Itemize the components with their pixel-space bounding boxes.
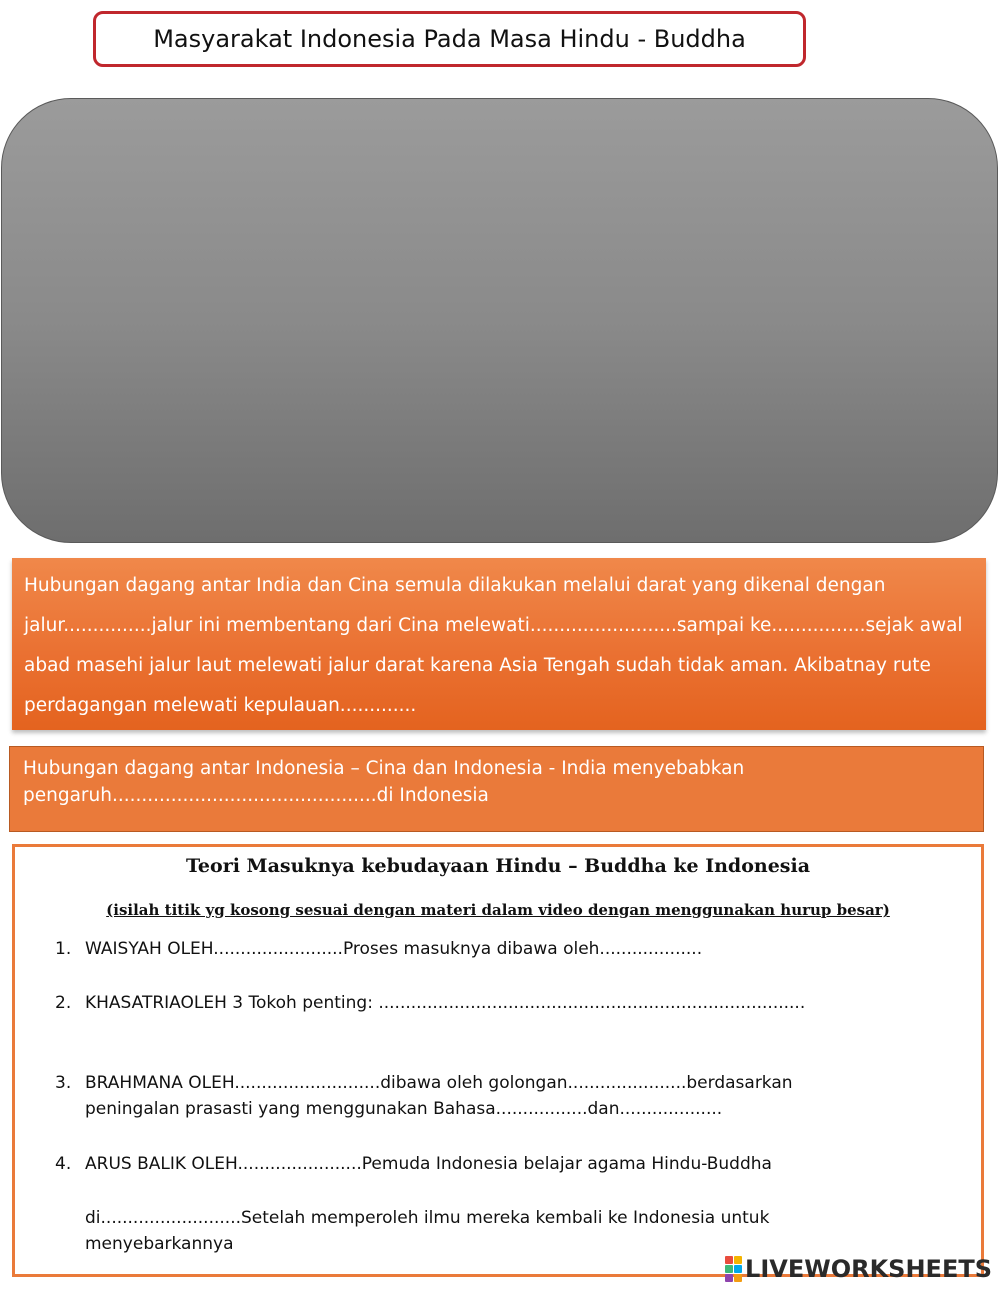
item-text [85,1151,915,1257]
paragraph-line: abad masehi jalur laut melewati jalur darat karena Asia Tengah sudah tidak aman. Akibatnay rute [24,655,931,676]
title-box [93,11,806,67]
page-title: Masyarakat Indonesia Pada Masa Hindu - Buddha [153,25,746,53]
item-number: 4. [55,1154,72,1174]
theory-section [12,844,984,1277]
liveworksheets-logo[interactable] [725,1255,992,1283]
item-text: KHASATRIAOLEH 3 Tokoh penting: ............................................................................... [85,993,806,1013]
item-line: BRAHMANA OLEH...........................dibawa oleh golongan......................berdasarkan [85,1073,793,1093]
logo-square [725,1265,733,1273]
item-line: di..........................Setelah memperoleh ilmu mereka kembali ke Indonesia untuk [85,1208,770,1228]
theory-item-ksatria [55,990,935,1016]
logo-text: LIVEWORKSHEETS [745,1255,992,1283]
logo-mark-icon [725,1256,742,1282]
item-line: ARUS BALIK OLEH.......................Pemuda Indonesia belajar agama Hindu-Buddha [85,1154,772,1174]
item-number: 1. [55,939,72,959]
theory-item-brahmana [55,1070,935,1122]
paragraph-line: Hubungan dagang antar Indonesia – Cina dan Indonesia - India menyebabkan [23,758,745,779]
logo-square [725,1256,733,1264]
logo-square [725,1274,733,1282]
item-line: menyebarkannya [85,1234,234,1254]
paragraph-line: perdagangan melewati kepulauan............. [24,695,417,716]
logo-square [734,1274,742,1282]
theory-item-waisyah [55,936,935,962]
video-panel[interactable] [1,98,998,543]
theory-instruction: (isilah titik yg kosong sesuai dengan materi dalam video dengan menggunakan hurup besar) [106,901,890,919]
theory-item-arus-balik [55,1151,935,1257]
paragraph-line: jalur...............jalur ini membentang dari Cina melewati.........................sampai ke................sejak awal [24,615,963,636]
theory-title: Teori Masuknya kebudayaan Hindu – Buddha ke Indonesia [185,855,811,877]
paragraph-line: Hubungan dagang antar India dan Cina semula dilakukan melalui darat yang dikenal dengan [24,575,886,596]
item-number: 2. [55,993,72,1013]
paragraph-line: pengaruh.............................................di Indonesia [23,785,489,806]
logo-square [734,1256,742,1264]
item-number: 3. [55,1073,72,1093]
trade-route-paragraph [12,558,986,730]
item-line: peningalan prasasti yang menggunakan Bahasa.................dan................... [85,1099,723,1119]
item-text: WAISYAH OLEH........................Proses masuknya dibawa oleh................... [85,939,703,959]
item-text [85,1070,915,1122]
influence-paragraph [9,746,984,832]
logo-square [734,1265,742,1273]
